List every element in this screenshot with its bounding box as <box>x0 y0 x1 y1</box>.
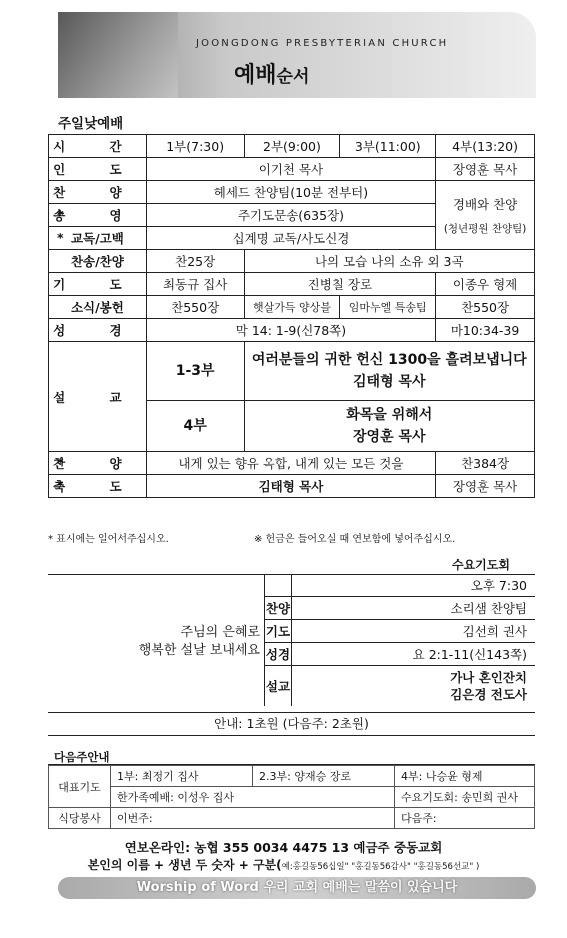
row-benediction <box>49 475 535 498</box>
sermon-a-preacher: 김태형 목사 <box>353 374 426 390</box>
online-offering: 연보온라인: 농협 355 0034 4475 13 예금주 중동교회 <box>124 840 443 855</box>
title-sub: 순서 <box>276 67 310 87</box>
prayer-label: 기 도 <box>49 273 147 296</box>
worship-4: 경배와 찬양 <box>452 196 518 212</box>
sunday-order-table <box>48 134 535 498</box>
time-4: 4부(13:20) <box>436 135 535 158</box>
cafeteria-this-week: 이번주: <box>111 808 395 829</box>
wed-key: 성경 <box>265 643 292 666</box>
page-title <box>234 58 309 89</box>
row-offering <box>49 296 535 319</box>
worship-label: * 송 영 <box>49 204 147 227</box>
invocation-4: 장영훈 목사 <box>436 158 535 181</box>
time-3: 3부(11:00) <box>340 135 436 158</box>
wed-prayer-next: 수요기도회: 송민희 권사 <box>395 787 535 808</box>
sermon-a-part: 1-3부 <box>146 342 244 401</box>
invocation-label: 인 도 <box>49 158 147 181</box>
header-photo <box>58 12 178 98</box>
sermon-a <box>244 342 534 401</box>
wed-key: 기도 <box>265 620 292 643</box>
worship-1-3: 주기도문송(635장) <box>146 204 435 227</box>
rep-2-3: 2.3부: 양재승 장로 <box>253 766 395 787</box>
nw-row-rep1 <box>49 766 535 787</box>
row-scripture <box>49 319 535 342</box>
family-worship: 한가족예배: 이성우 집사 <box>111 787 395 808</box>
praise-4 <box>436 181 535 250</box>
row-praise <box>49 181 535 204</box>
wed-row <box>265 620 536 643</box>
rep-4: 4부: 나승윤 형제 <box>395 766 535 787</box>
time-1: 1부(7:30) <box>146 135 244 158</box>
note-stand: * 표시에는 일어서주십시오. <box>48 534 169 545</box>
name-info <box>0 856 567 873</box>
benediction-1-3: 김태형 목사 <box>146 475 435 498</box>
closing-hymn-4: 찬384장 <box>436 452 535 475</box>
sermon-b-title: 화목을 위해서 <box>346 407 433 423</box>
wed-value: 소리샘 찬양팀 <box>292 597 536 620</box>
invocation-1-3: 이기천 목사 <box>146 158 435 181</box>
creed-4: (청년평원 찬양팀) <box>443 222 527 235</box>
row-sermon-a <box>49 342 535 401</box>
prayer-1: 최동규 집사 <box>146 273 244 296</box>
greeting-line1: 주님의 은혜로 <box>180 625 260 640</box>
closing-hymn-label: * 찬 양 <box>49 452 147 475</box>
row-closing-hymn <box>49 452 535 475</box>
offering-3: 임마누엘 특송팀 <box>340 296 436 319</box>
wed-sermon <box>292 666 536 707</box>
sermon-a-title: 여러분들의 귀한 헌신 1300을 흘려보냅니다 <box>251 352 527 368</box>
wed-row <box>265 643 536 666</box>
creed-label: * 교독/고백 <box>49 227 147 250</box>
benediction-label: * 축 도 <box>49 475 147 498</box>
offering-4: 찬550장 <box>436 296 535 319</box>
wed-sermon-title: 가나 혼인잔치 <box>450 670 527 685</box>
prayer-2-3: 진병칠 장로 <box>244 273 436 296</box>
row-prayer <box>49 273 535 296</box>
footer-banner-text: Worship of Word 우리 교회 예배는 말씀이 있습니다 <box>136 880 458 895</box>
creed-1-3: 십계명 교독/사도신경 <box>146 227 435 250</box>
greeting <box>90 624 260 660</box>
sermon-b <box>244 401 534 452</box>
wednesday-table <box>264 574 535 706</box>
section-title-sunday: 주일낮예배 <box>58 116 124 132</box>
wed-sermon-key: 설교 <box>265 666 292 707</box>
closing-hymn-1-3: 내게 있는 향유 옥합, 내게 있는 모든 것을 <box>146 452 435 475</box>
nw-row-cafeteria <box>49 808 535 829</box>
title-main: 예배 <box>234 63 277 88</box>
wed-value: 김선희 권사 <box>292 620 536 643</box>
next-week-table <box>48 765 535 829</box>
wed-row-sermon <box>265 666 536 707</box>
wed-key-empty <box>265 574 292 597</box>
greeting-line2: 행복한 설날 보내세요 <box>138 643 260 658</box>
scripture-4: 마10:34-39 <box>436 319 535 342</box>
sermon-b-preacher: 장영훈 목사 <box>353 429 426 445</box>
row-invocation <box>49 158 535 181</box>
note-offering: ※ 헌금은 들어오실 때 연보함에 넣어주십시오. <box>254 534 456 545</box>
benediction-4: 장영훈 목사 <box>436 475 535 498</box>
praise-label: 찬 양 <box>49 181 147 204</box>
offering-label: 소식/봉헌 <box>49 296 147 319</box>
name-examples: 예:홍길동56십일" "홍길동56감사" "홍길동56선교" ) <box>281 862 480 872</box>
usher-guide: 안내: 1초원 (다음주: 2초원) <box>48 712 535 736</box>
scripture-1-3: 막 14: 1-9(신78쪽) <box>146 319 435 342</box>
row-time <box>49 135 535 158</box>
wed-value: 요 2:1-11(신143쪽) <box>292 643 536 666</box>
cafeteria-next-week: 다음주: <box>395 808 535 829</box>
wed-row <box>265 597 536 620</box>
hymn-1: 찬25장 <box>146 250 244 273</box>
wed-time: 오후 7:30 <box>292 574 536 597</box>
cafeteria-label: 식당봉사 <box>49 808 111 829</box>
time-label: 시 간 <box>49 135 147 158</box>
wed-key: 찬양 <box>265 597 292 620</box>
rep-1: 1부: 최정기 집사 <box>111 766 253 787</box>
offering-2: 햇살가득 양상블 <box>244 296 340 319</box>
hymn-2-3: 나의 모습 나의 소유 외 3곡 <box>244 250 534 273</box>
section-title-wednesday: 수요기도회 <box>452 558 510 572</box>
prayer-4: 이종우 형제 <box>436 273 535 296</box>
wed-row-time <box>265 574 536 597</box>
row-hymn <box>49 250 535 273</box>
sermon-b-part: 4부 <box>146 401 244 452</box>
nw-row-rep2 <box>49 787 535 808</box>
offering-1: 찬550장 <box>146 296 244 319</box>
wed-sermon-preacher: 김은경 전도사 <box>450 687 527 702</box>
rep-prayer-label: 대표기도 <box>49 766 111 808</box>
sermon-label: 설 교 <box>49 342 147 452</box>
hymn-label: 찬송/찬양 <box>49 250 147 273</box>
church-name: JOONGDONG PRESBYTERIAN CHURCH <box>196 38 449 49</box>
time-2: 2부(9:00) <box>244 135 340 158</box>
name-info-text: 본인의 이름 + 생년 두 숫자 + 구분( <box>87 858 282 872</box>
section-title-next-week: 다음주안내 <box>54 750 110 764</box>
praise-1-3: 헤세드 찬양팀(10분 전부터) <box>146 181 435 204</box>
scripture-label: 성 경 <box>49 319 147 342</box>
